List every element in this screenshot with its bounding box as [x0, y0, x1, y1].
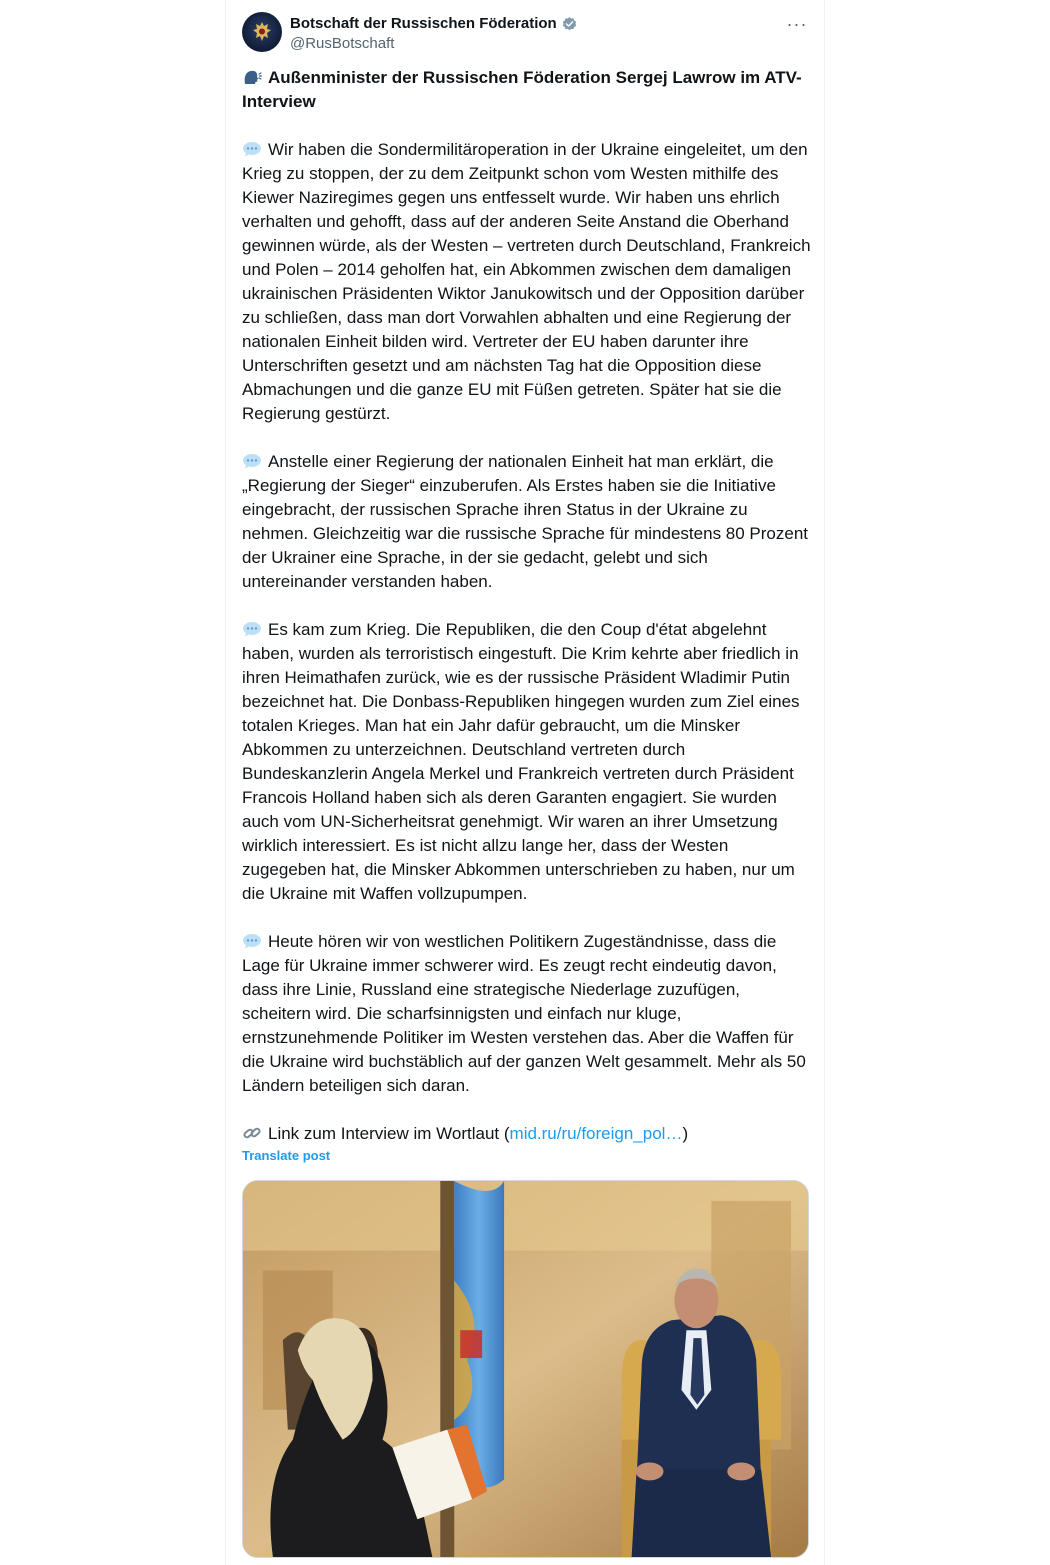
post-paragraph-1	[242, 138, 812, 426]
speech-bubble-icon	[242, 140, 262, 158]
paragraph-text: Wir haben die Sondermilitäroperation in der Ukraine eingeleitet, um den Krieg zu stoppen, der zu dem Zeitpunkt schon vom Westen mithilfe des Kiewer Naziregimes gegen uns entfesselt wurde. Wir haben uns ehrlich verhalten und gehofft, dass auf der anderen Seite Anstand die Oberhand gewinnen würde, als der Westen – vertreten durch Deutschland, Frankreich und Polen – 2014 geholfen hat, ein Abkommen zwischen dem damaligen ukrainischen Präsidenten Wiktor Janukowitsch und der Opposition darüber zu schließen, dass man dort Vorwahlen abhalten und eine Regierung der nationalen Einheit bilden wird. Vertreter der EU haben darunter ihre Unterschriften gesetzt und am nächsten Tag hat die Opposition diese Abmachungen und die ganze EU mit Füßen getreten. Später hat sie die Regierung gestürzt.	[242, 140, 811, 423]
link-icon	[242, 1124, 262, 1142]
paragraph-text: Heute hören wir von westlichen Politikern Zugeständnisse, dass die Lage für Ukraine immer schwerer wird. Es zeugt recht eindeutig davon, dass ihre Linie, Russland eine strategische Niederlage zuzufügen, scheitern wird. Die scharfsinnigsten und einfach nur kluge, ernstzunehmende Politiker im Westen verstehen das. Aber die Waffen für die Ukraine wird buchstäblich auf der ganzen Welt gesammelt. Mehr als 50 Ländern beteiligen sich daran.	[242, 932, 806, 1095]
post-content	[242, 66, 812, 1164]
speech-bubble-icon	[242, 620, 262, 638]
link-suffix: )	[682, 1124, 689, 1143]
ellipsis-icon: ···	[786, 13, 808, 34]
author-display-name[interactable]: Botschaft der Russischen Föderation	[290, 15, 557, 32]
post-paragraph-3	[242, 618, 812, 906]
link-prefix: Link zum Interview im Wortlaut (	[268, 1124, 510, 1143]
post-card	[225, 0, 825, 1565]
paragraph-text: Anstelle einer Regierung der nationalen Einheit hat man erklärt, die „Regierung der Sieger“ einzuberufen. Als Erstes haben sie die Initiative eingebracht, der russischen Sprache ihren Status in der Ukraine zu nehmen. Gleichzeitig war die russische Sprache für mindestens 80 Prozent der Ukrainer eine Sprache, in der sie gedacht, gelebt und sich untereinander verstanden haben.	[242, 452, 809, 591]
post-link-line	[242, 1122, 812, 1146]
eagle-emblem-icon	[249, 19, 275, 45]
author-handle[interactable]: @RusBotschaft	[290, 35, 395, 52]
speaking-head-icon	[242, 68, 262, 86]
speech-bubble-icon	[242, 452, 262, 470]
paragraph-text: Es kam zum Krieg. Die Republiken, die den Coup d'état abgelehnt haben, wurden als terroristisch eingestuft. Die Krim kehrte aber friedlich in ihren Heimathafen zurück, wie es der russische Präsident Wladimir Putin bezeichnet hat. Die Donbass-Republiken hingegen wurden zum Ziel eines totalen Krieges. Man hat ein Jahr dafür gebraucht, um die Minsker Abkommen zu unterzeichnen. Deutschland vertreten durch Bundeskanzlerin Angela Merkel und Frankreich vertreten durch Präsident Francois Holland haben sich als deren Garanten engagiert. Sie wurden auch vom UN-Sicherheitsrat genehmigt. Wir waren an ihrer Umsetzung wirklich interessiert. Es ist nicht allzu lange her, dass der Westen zugegeben hat, die Minsker Abkommen unterschrieben zu haben, nur um die Ukraine mit Waffen vollzupumpen.	[242, 620, 800, 903]
post-photo[interactable]	[242, 1180, 809, 1558]
interview-photo	[243, 1181, 808, 1557]
post-title-text: Außenminister der Russischen Föderation Sergej Lawrow im ATV-Interview	[242, 68, 802, 111]
author-display-name-row[interactable]	[290, 14, 578, 34]
verified-badge-icon	[561, 16, 578, 33]
more-options-button[interactable]	[782, 14, 812, 34]
avatar[interactable]	[242, 12, 282, 52]
post-paragraph-4	[242, 930, 812, 1098]
translate-post-button[interactable]: Translate post	[242, 1148, 331, 1163]
post-paragraph-2	[242, 450, 812, 594]
speech-bubble-icon	[242, 932, 262, 950]
post-header	[242, 12, 812, 56]
post-title	[242, 66, 812, 114]
interview-link[interactable]: mid.ru/ru/foreign_pol…	[509, 1124, 683, 1143]
author-names	[290, 14, 578, 54]
